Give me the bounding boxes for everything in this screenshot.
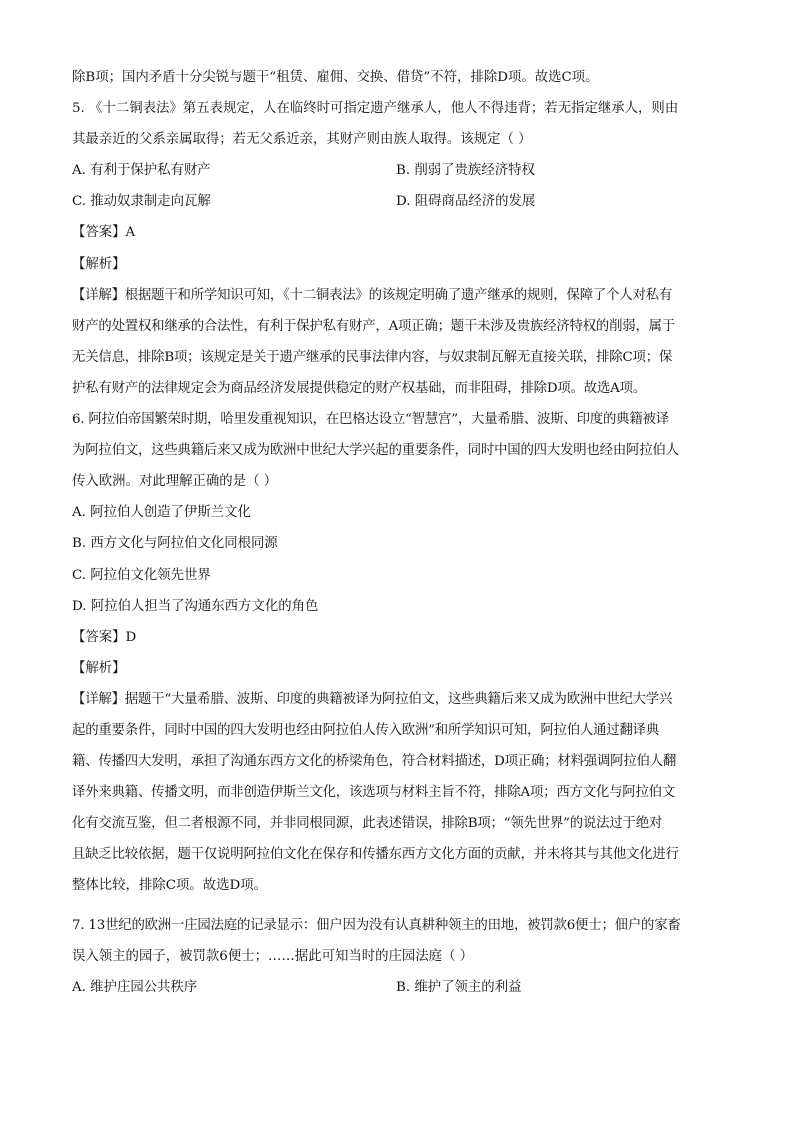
question-5-detail-line-2: 财产的处置权和继承的合法性，有利于保护私有财产，A项正确；题干未涉及贵族经济特权的削弱，属于	[72, 318, 676, 334]
question-5-option-a: A. 有利于保护私有财产	[72, 163, 211, 179]
question-6	[72, 404, 724, 902]
question-7-option-a: A. 维护庄园公共秩序	[72, 979, 198, 995]
question-5-analysis-label: 【解析】	[72, 256, 126, 272]
question-5-detail-line-3: 无关信息，排除B项；该规定是关于遗产继承的民事法律内容，与奴隶制瓦解无直接关联，排除C项；保	[72, 349, 673, 365]
question-7-stem-line-1: 7. 13世纪的欧洲一庄园法庭的记录显示：佃户因为没有认真耕种领主的田地，被罚款6便士；佃户的家畜	[72, 917, 681, 933]
question-5-options-row-1	[72, 155, 724, 186]
question-5	[72, 93, 724, 404]
question-5-option-d: D. 阻碍商品经济的发展	[396, 194, 536, 210]
question-6-answer: 【答案】D	[72, 629, 137, 645]
question-spacer	[72, 902, 724, 910]
question-7-option-b: B. 维护了领主的利益	[396, 979, 522, 995]
question-6-detail-line-7: 整体比较，排除C项。故选D项。	[72, 878, 268, 894]
previous-analysis-tail: 除B项；国内矛盾十分尖锐与题干“租赁、雇佣、交换、借贷”不符，排除D项。故选C项。	[72, 70, 599, 85]
question-5-options-row-2	[72, 186, 724, 217]
question-5-stem-line-1: 5. 《十二铜表法》第五表规定，人在临终时可指定遗产继承人，他人不得违背；若无指定继承人，则由	[72, 101, 679, 117]
question-6-option-b: B. 西方文化与阿拉伯文化同根同源	[72, 536, 278, 552]
question-6-detail-line-6: 且缺乏比较依据，题干仅说明阿拉伯文化在保存和传播东西方文化方面的贡献，并未将其与其他文化进行	[72, 847, 679, 863]
question-6-analysis-label: 【解析】	[72, 660, 126, 676]
question-5-option-b: B. 削弱了贵族经济特权	[396, 163, 535, 179]
question-5-stem-line-2: 其最亲近的父系亲属取得；若无父系近亲，其财产则由族人取得。该规定（ ）	[72, 132, 532, 148]
question-6-option-d: D. 阿拉伯人担当了沟通东西方文化的角色	[72, 598, 319, 614]
question-6-option-c: C. 阿拉伯文化领先世界	[72, 567, 211, 583]
question-6-stem-line-2: 为阿拉伯文，这些典籍后来又成为欧洲中世纪大学兴起的重要条件，同时中国的四大发明也经由阿拉伯人	[72, 443, 679, 459]
question-7-options-row-1	[72, 972, 724, 1003]
question-5-answer: 【答案】A	[72, 225, 136, 241]
question-7-stem-line-2: 误入领主的园子，被罚款6便士；……据此可知当时的庄园法庭（ ）	[72, 948, 474, 964]
question-6-detail-line-1: 【详解】据题干“大量希腊、波斯、印度的典籍被译为阿拉伯文，这些典籍后来又成为欧洲中世纪大学兴	[72, 691, 673, 707]
question-6-stem-line-3: 传入欧洲。对此理解正确的是（ ）	[72, 474, 278, 490]
question-5-detail-line-4: 护私有财产的法律规定会为商品经济发展提供稳定的财产权基础，而非阻碍，排除D项。故选A项。	[72, 380, 647, 396]
question-6-detail-line-4: 译外来典籍、传播文明，而非创造伊斯兰文化，该选项与材料主旨不符，排除A项；西方文化与阿拉伯文	[72, 785, 676, 801]
question-6-detail-line-3: 籍、传播四大发明，承担了沟通东西方文化的桥梁角色，符合材料描述，D项正确；材料强调阿拉伯人翻	[72, 754, 677, 770]
question-7	[72, 910, 724, 1003]
question-5-detail-line-1: 【详解】根据题干和所学知识可知，《十二铜表法》的该规定明确了遗产继承的规则，保障了个人对私有	[72, 287, 673, 303]
question-6-stem-line-1: 6. 阿拉伯帝国繁荣时期，哈里发重视知识，在巴格达设立“智慧宫”，大量希腊、波斯、印度的典籍被译	[72, 412, 669, 428]
question-6-detail-line-2: 起的重要条件，同时中国的四大发明也经由阿拉伯人传入欧洲”和所学知识可知，阿拉伯人通过翻译典	[72, 722, 660, 738]
question-5-option-c: C. 推动奴隶制走向瓦解	[72, 194, 211, 210]
question-6-option-a: A. 阿拉伯人创造了伊斯兰文化	[72, 505, 251, 521]
question-6-detail-line-5: 化有交流互鉴，但二者根源不同，并非同根同源，此表述错误，排除B项；“领先世界”的说法过于绝对	[72, 816, 663, 832]
exam-page	[72, 62, 724, 1003]
